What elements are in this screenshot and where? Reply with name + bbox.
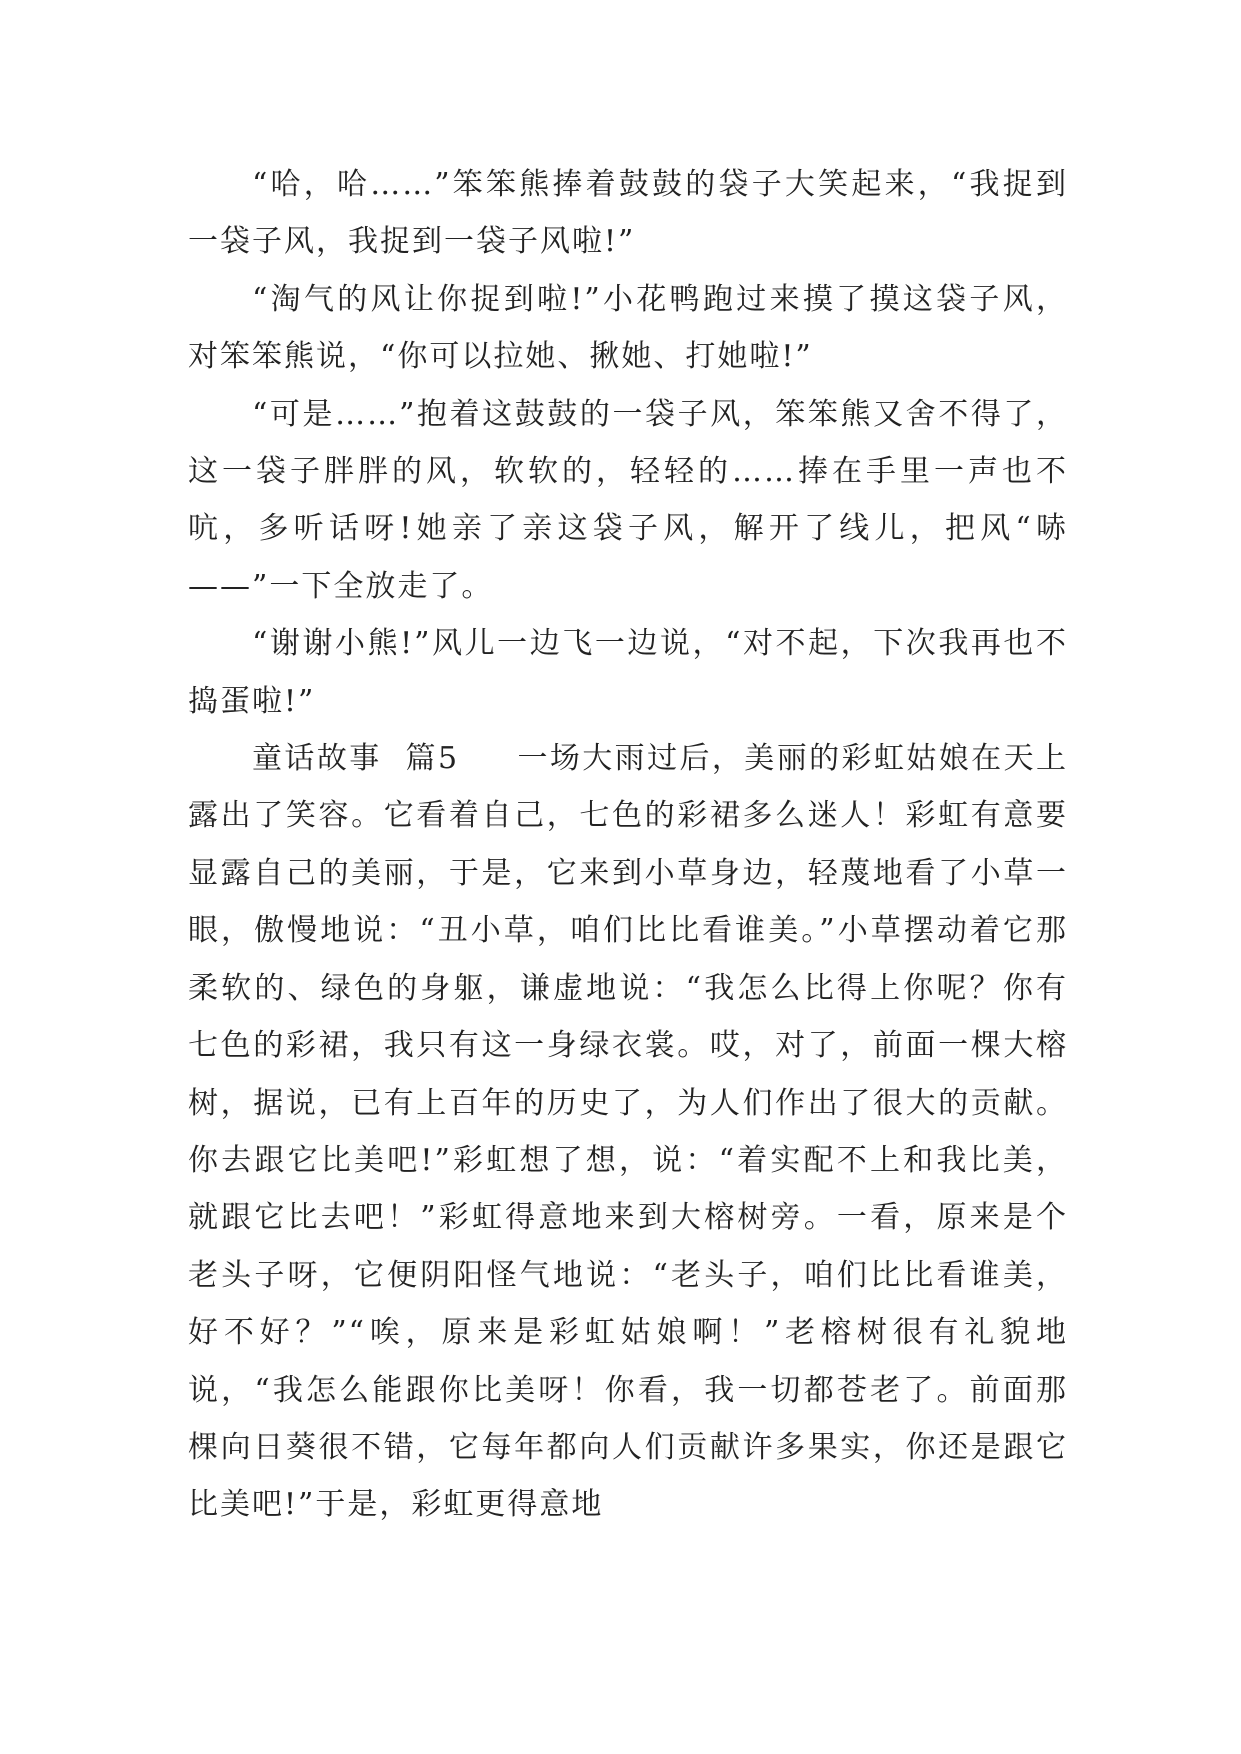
paragraph-laughing-bear: “哈，哈……”笨笨熊捧着鼓鼓的袋子大笑起来，“我捉到一袋子风，我捉到一袋子风啦!”: [188, 167, 1068, 260]
paragraph-wind-thanks: “谢谢小熊!”风儿一边飞一边说，“对不起，下次我再也不捣蛋啦!”: [188, 626, 1068, 719]
paragraph-duck-speaks: “淘气的风让你捉到啦!”小花鸭跑过来摸了摸这袋子风，对笨笨熊说，“你可以拉她、揪她、打她啦!”: [188, 281, 1068, 375]
article-text: [188, 156, 1068, 1534]
paragraph-release-wind: “可是……”抱着这鼓鼓的一袋子风，笨笨熊又舍不得了，这一袋子胖胖的风，软软的，轻轻的……捧在手里一声也不吭，多听话呀!她亲了亲这袋子风，解开了线儿，把风“哧——”一下全放走了。: [188, 396, 1068, 604]
paragraph-story-5: [188, 730, 1068, 1534]
section-heading: 童话故事 篇5: [252, 741, 460, 777]
section-body: 一场大雨过后，美丽的彩虹姑娘在天上露出了笑容。它看着自己，七色的彩裙多么迷人！彩虹有意要显露自己的美丽，于是，它来到小草身边，轻蔑地看了小草一眼，傲慢地说：“丑小草，咱们比比看谁美。”小草摆动着它那柔软的、绿色的身躯，谦虚地说：“我怎么比得上你呢？你有七色的彩裙，我只有这一身绿衣裳。哎，对了，前面一棵大榕树，据说，已有上百年的历史了，为人们作出了很大的贡献。你去跟它比美吧!”彩虹想了想，说：“着实配不上和我比美，就跟它比去吧！”彩虹得意地来到大榕树旁。一看，原来是个老头子呀，它便阴阳怪气地说：“老头子，咱们比比看谁美，好不好？”“唉，原来是彩虹姑娘啊！”老榕树很有礼貌地说，“我怎么能跟你比美呀！你看，我一切都苍老了。前面那棵向日葵很不错，它每年都向人们贡献许多果实，你还是跟它比美吧!”于是，彩虹更得意地: [188, 741, 1068, 1523]
